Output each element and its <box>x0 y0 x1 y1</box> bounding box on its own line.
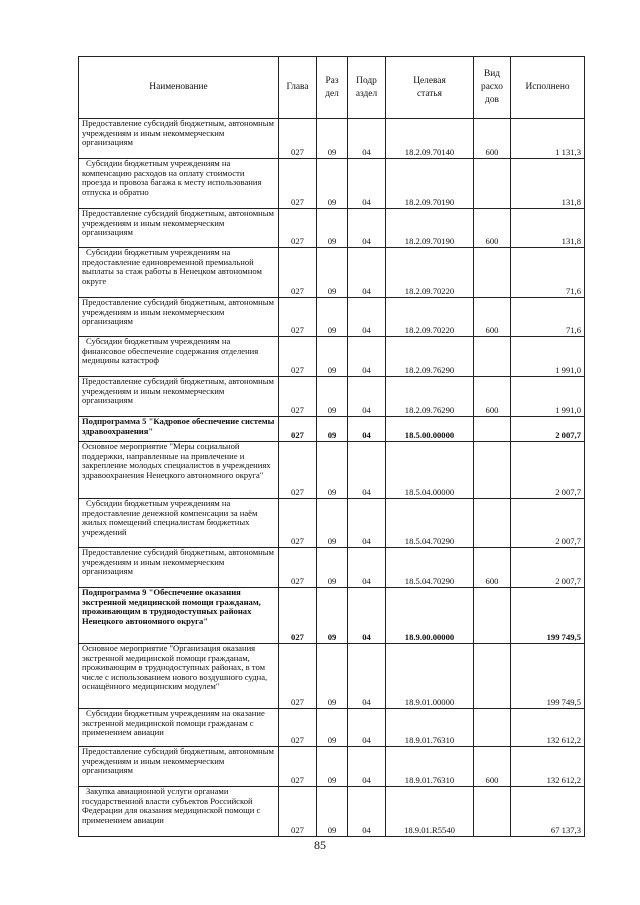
row-name: Основное мероприятие "Организация оказания экстренной медицинской помощи гражданам, проживающим в труднодоступных районах, в том числе с использованием нового воздушного судна, оснащённого медицинским модулем" <box>79 644 279 709</box>
row-subsection: 04 <box>348 119 386 159</box>
row-target: 18.2.09.76290 <box>386 337 474 377</box>
row-section: 09 <box>317 787 348 837</box>
header-chapter: Глава <box>279 57 317 119</box>
header-executed: Исполнено <box>511 57 585 119</box>
row-target: 18.5.04.00000 <box>386 442 474 499</box>
row-name: Субсидии бюджетным учреждениям на компенсацию расходов на оплату стоимости проезда и провоза багажа к месту использования отпуска и обратно <box>79 159 279 209</box>
table-row <box>79 298 585 337</box>
row-amount: 199 749,5 <box>511 644 585 709</box>
row-subsection: 04 <box>348 644 386 709</box>
row-type <box>474 787 511 837</box>
row-amount: 1 131,3 <box>511 119 585 159</box>
table-row-subprogram <box>79 588 585 644</box>
row-type <box>474 644 511 709</box>
row-type <box>474 588 511 644</box>
row-chapter: 027 <box>279 248 317 298</box>
row-type <box>474 159 511 209</box>
row-subsection: 04 <box>348 747 386 787</box>
row-section: 09 <box>317 747 348 787</box>
table-row <box>79 377 585 417</box>
row-target: 18.5.00.00000 <box>386 417 474 442</box>
table-header-row <box>79 57 585 119</box>
row-type: 600 <box>474 119 511 159</box>
row-name: Предоставление субсидий бюджетным, автономным учреждениям и иным некоммерческим организациям <box>79 209 279 248</box>
row-target: 18.2.09.70190 <box>386 209 474 248</box>
header-target-line1: Целевая <box>413 75 446 86</box>
row-section: 09 <box>317 548 348 588</box>
header-section <box>317 57 348 119</box>
row-section: 09 <box>317 417 348 442</box>
row-type: 600 <box>474 209 511 248</box>
table-row <box>79 248 585 298</box>
row-section: 09 <box>317 209 348 248</box>
row-amount: 71,6 <box>511 248 585 298</box>
row-type <box>474 248 511 298</box>
row-target: 18.2.09.70140 <box>386 119 474 159</box>
row-chapter: 027 <box>279 709 317 747</box>
row-type: 600 <box>474 377 511 417</box>
row-chapter: 027 <box>279 442 317 499</box>
row-target: 18.9.01.R5540 <box>386 787 474 837</box>
row-type <box>474 417 511 442</box>
row-name: Предоставление субсидий бюджетным, автономным учреждениям и иным некоммерческим организациям <box>79 548 279 588</box>
row-name: Предоставление субсидий бюджетным, автономным учреждениям и иным некоммерческим организациям <box>79 377 279 417</box>
row-target: 18.2.09.70190 <box>386 159 474 209</box>
row-type: 600 <box>474 548 511 588</box>
row-amount: 199 749,5 <box>511 588 585 644</box>
header-name: Наименование <box>79 57 279 119</box>
row-amount: 132 612,2 <box>511 709 585 747</box>
row-amount: 131,8 <box>511 209 585 248</box>
table-row <box>79 119 585 159</box>
row-section: 09 <box>317 644 348 709</box>
row-subsection: 04 <box>348 417 386 442</box>
row-subsection: 04 <box>348 787 386 837</box>
row-name: Субсидии бюджетным учреждениям на предоставление единовременной премиальной выплаты за стаж работы в Ненецком автономном округе <box>79 248 279 298</box>
header-section-line1: Раз <box>325 75 339 86</box>
row-target: 18.9.01.76310 <box>386 747 474 787</box>
row-amount: 71,6 <box>511 298 585 337</box>
row-chapter: 027 <box>279 588 317 644</box>
row-name: Предоставление субсидий бюджетным, автономным учреждениям и иным некоммерческим организациям <box>79 298 279 337</box>
header-exptype-line1: Вид <box>483 69 501 79</box>
table-row <box>79 787 585 837</box>
row-amount: 131,8 <box>511 159 585 209</box>
row-amount: 2 007,7 <box>511 417 585 442</box>
row-subsection: 04 <box>348 248 386 298</box>
row-amount: 1 991,0 <box>511 377 585 417</box>
row-section: 09 <box>317 588 348 644</box>
row-subsection: 04 <box>348 548 386 588</box>
row-section: 09 <box>317 159 348 209</box>
row-chapter: 027 <box>279 499 317 548</box>
row-chapter: 027 <box>279 119 317 159</box>
table-row <box>79 644 585 709</box>
row-chapter: 027 <box>279 417 317 442</box>
row-section: 09 <box>317 248 348 298</box>
header-subsection-line2: аздел <box>355 88 378 99</box>
table-row <box>79 548 585 588</box>
row-type: 600 <box>474 747 511 787</box>
table-row-subprogram <box>79 417 585 442</box>
header-target-line2: статья <box>417 88 442 99</box>
row-chapter: 027 <box>279 159 317 209</box>
table-row <box>79 337 585 377</box>
header-subsection-line1: Подр <box>356 75 377 86</box>
row-section: 09 <box>317 298 348 337</box>
row-subsection: 04 <box>348 499 386 548</box>
row-target: 18.2.09.70220 <box>386 298 474 337</box>
row-amount: 2 007,7 <box>511 442 585 499</box>
row-section: 09 <box>317 377 348 417</box>
row-subsection: 04 <box>348 442 386 499</box>
row-type: 600 <box>474 298 511 337</box>
row-target: 18.2.09.70220 <box>386 248 474 298</box>
header-subsection <box>348 57 386 119</box>
row-subsection: 04 <box>348 588 386 644</box>
row-chapter: 027 <box>279 337 317 377</box>
row-target: 18.5.04.70290 <box>386 548 474 588</box>
table-row <box>79 442 585 499</box>
row-name: Подпрограмма 5 "Кадровое обеспечение системы здравоохранения" <box>79 417 279 442</box>
row-name: Предоставление субсидий бюджетным, автономным учреждениям и иным некоммерческим организациям <box>79 119 279 159</box>
row-chapter: 027 <box>279 787 317 837</box>
row-name: Субсидии бюджетным учреждениям на предоставление денежной компенсации за наём жилых помещений специалистам бюджетных учреждений <box>79 499 279 548</box>
row-target: 18.2.09.76290 <box>386 377 474 417</box>
row-target: 18.5.04.70290 <box>386 499 474 548</box>
row-name: Предоставление субсидий бюджетным, автономным учреждениям и иным некоммерческим организациям <box>79 747 279 787</box>
row-subsection: 04 <box>348 298 386 337</box>
row-amount: 132 612,2 <box>511 747 585 787</box>
header-exptype-line2: расхо <box>481 82 503 92</box>
row-target: 18.9.01.76310 <box>386 709 474 747</box>
row-subsection: 04 <box>348 159 386 209</box>
header-exptype-line3: дов <box>485 95 499 105</box>
table-row <box>79 747 585 787</box>
header-expense-type <box>474 57 511 119</box>
row-amount: 2 007,7 <box>511 548 585 588</box>
row-name: Основное мероприятие "Меры социальной поддержки, направленные на привлечение и закрепление молодых специалистов в учреждениях здравоохранения Ненецкого автономного округа" <box>79 442 279 499</box>
row-target: 18.9.00.00000 <box>386 588 474 644</box>
row-section: 09 <box>317 709 348 747</box>
row-chapter: 027 <box>279 209 317 248</box>
header-target <box>386 57 474 119</box>
row-chapter: 027 <box>279 747 317 787</box>
row-type <box>474 499 511 548</box>
row-amount: 67 137,3 <box>511 787 585 837</box>
row-section: 09 <box>317 119 348 159</box>
header-section-line2: дел <box>325 88 339 99</box>
row-type <box>474 442 511 499</box>
row-chapter: 027 <box>279 644 317 709</box>
row-amount: 1 991,0 <box>511 337 585 377</box>
row-subsection: 04 <box>348 377 386 417</box>
row-name: Субсидии бюджетным учреждениям на оказание экстренной медицинской помощи гражданам с применением авиации <box>79 709 279 747</box>
row-name: Субсидии бюджетным учреждениям на финансовое обеспечение содержания отделения медицины катастроф <box>79 337 279 377</box>
row-chapter: 027 <box>279 548 317 588</box>
table-row <box>79 499 585 548</box>
row-section: 09 <box>317 499 348 548</box>
row-subsection: 04 <box>348 709 386 747</box>
table-row <box>79 209 585 248</box>
row-amount: 2 007,7 <box>511 499 585 548</box>
table-row <box>79 159 585 209</box>
budget-table <box>78 56 585 837</box>
row-target: 18.9.01.00000 <box>386 644 474 709</box>
row-chapter: 027 <box>279 298 317 337</box>
row-name: Подпрограмма 9 "Обеспечение оказания экстренной медицинской помощи гражданам, проживающим в труднодоступных районах Ненецкого автономного округа" <box>79 588 279 644</box>
row-type <box>474 709 511 747</box>
row-type <box>474 337 511 377</box>
row-subsection: 04 <box>348 337 386 377</box>
row-section: 09 <box>317 442 348 499</box>
row-subsection: 04 <box>348 209 386 248</box>
table-row <box>79 709 585 747</box>
page-number: 85 <box>314 838 326 852</box>
row-name: Закупка авиационной услуги органами государственной власти субъектов Российской Федерации для оказания медицинской помощи с применением авиации <box>79 787 279 837</box>
row-section: 09 <box>317 337 348 377</box>
row-chapter: 027 <box>279 377 317 417</box>
